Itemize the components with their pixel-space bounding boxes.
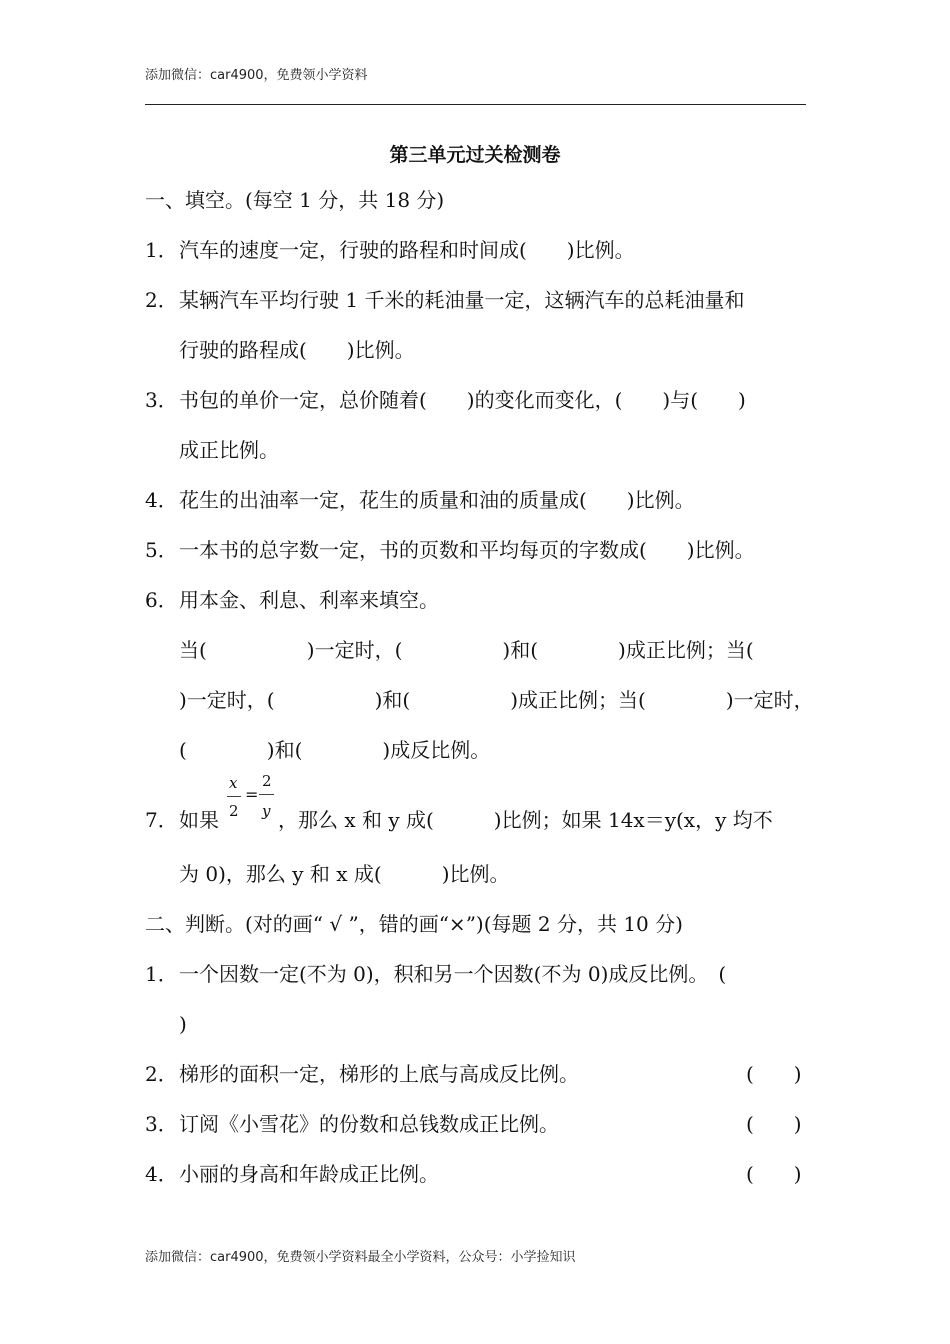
fraction-right-denominator: y xyxy=(262,802,271,820)
judge4-text: 小丽的身高和年龄成正比例。 xyxy=(179,1162,439,1186)
judge4-number: 4． xyxy=(145,1162,178,1186)
fraction-left-denominator: 2 xyxy=(229,802,239,820)
q3-text-line1: 书包的单价一定，总价随着( )的变化而变化，( )与( ) xyxy=(179,388,746,412)
equals-sign: = xyxy=(245,785,259,804)
fraction-left-numerator: x xyxy=(229,774,238,792)
judge1-text: 一个因数一定(不为 0)，积和另一个因数(不为 0)成反比例。 ( xyxy=(179,962,727,986)
judge2-answer-paren[interactable]: ( ) xyxy=(746,1062,802,1086)
q6-number: 6． xyxy=(145,588,178,612)
section1-heading: 一、填空。(每空 1 分，共 18 分) xyxy=(145,188,445,212)
q7-text-line1: ，那么 x 和 y 成( )比例；如果 14x＝y(x，y 均不 xyxy=(278,808,773,832)
q5-number: 5． xyxy=(145,538,178,562)
header-divider xyxy=(145,104,806,105)
page-title: 第三单元过关检测卷 xyxy=(389,144,561,166)
q6-text-line3: )一定时，( )和( )成正比例；当( )一定时， xyxy=(179,688,814,712)
q6-text-line1: 用本金、利息、利率来填空。 xyxy=(179,588,439,612)
page-header-text: 添加微信：car4900，免费领小学资料 xyxy=(145,68,368,83)
q4-number: 4． xyxy=(145,488,178,512)
judge1-number: 1． xyxy=(145,962,178,986)
fraction-left-bar xyxy=(227,796,241,797)
judge1-paren-close: ) xyxy=(179,1012,187,1036)
judge3-number: 3． xyxy=(145,1112,178,1136)
q3-text-line2: 成正比例。 xyxy=(179,438,279,462)
q6-text-line2: 当( )一定时，( )和( )成正比例；当( xyxy=(179,638,754,662)
q6-text-line4: ( )和( )成反比例。 xyxy=(179,738,491,762)
q7-prefix: 如果 xyxy=(179,808,219,832)
page-footer-text: 添加微信：car4900，免费领小学资料最全小学资料，公众号：小学捡知识 xyxy=(145,1250,576,1265)
judge2-text: 梯形的面积一定，梯形的上底与高成反比例。 xyxy=(179,1062,579,1086)
fraction-right-bar xyxy=(259,794,274,795)
judge3-text: 订阅《小雪花》的份数和总钱数成正比例。 xyxy=(179,1112,559,1136)
q5-text: 一本书的总字数一定，书的页数和平均每页的字数成( )比例。 xyxy=(179,538,755,562)
q1-number: 1． xyxy=(145,238,178,262)
q1-text: 汽车的速度一定，行驶的路程和时间成( )比例。 xyxy=(179,238,635,262)
q3-number: 3． xyxy=(145,388,178,412)
fraction-right-numerator: 2 xyxy=(262,772,272,790)
q2-text-line1: 某辆汽车平均行驶 1 千米的耗油量一定，这辆汽车的总耗油量和 xyxy=(179,288,745,312)
q2-number: 2． xyxy=(145,288,178,312)
section2-heading: 二、判断。(对的画“ √ ”，错的画“×”)(每题 2 分，共 10 分) xyxy=(145,912,683,936)
q2-text-line2: 行驶的路程成( )比例。 xyxy=(179,338,415,362)
q7-text-line2: 为 0)，那么 y 和 x 成( )比例。 xyxy=(179,862,510,886)
judge4-answer-paren[interactable]: ( ) xyxy=(746,1162,802,1186)
judge3-answer-paren[interactable]: ( ) xyxy=(746,1112,802,1136)
q4-text: 花生的出油率一定，花生的质量和油的质量成( )比例。 xyxy=(179,488,695,512)
q7-number: 7． xyxy=(145,808,178,832)
judge2-number: 2． xyxy=(145,1062,178,1086)
